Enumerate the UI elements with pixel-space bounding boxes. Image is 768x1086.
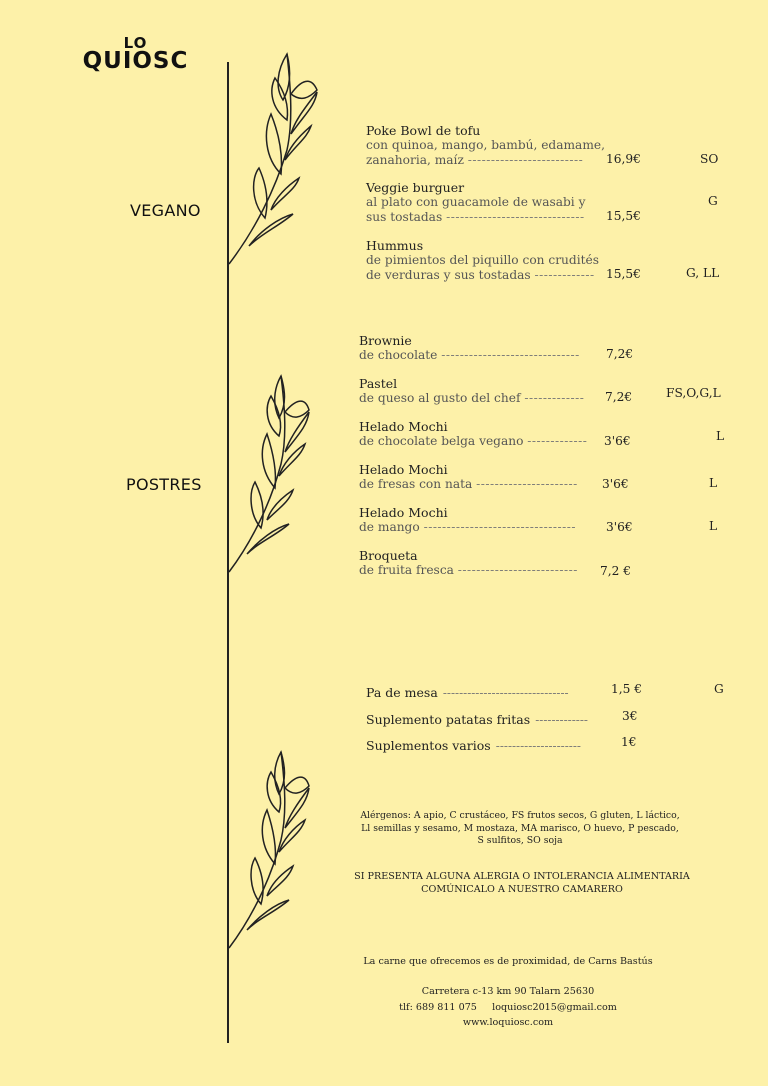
item-allergens: L [709, 476, 718, 490]
dot-leader: -------------------------- [457, 563, 578, 577]
dot-leader: ------------- [527, 434, 588, 448]
leaf-branch-icon [225, 50, 325, 270]
item-description: con quinoa, mango, bambú, edamame, [366, 138, 605, 152]
menu-item [359, 333, 580, 363]
item-allergens: G [708, 194, 718, 208]
dot-leader: ------------- [534, 267, 595, 282]
item-name: Hummus [366, 238, 424, 253]
extra-item [366, 735, 581, 754]
extra-item [366, 709, 588, 728]
dot-leader: ------------- [535, 713, 588, 727]
dot-leader: --------------------- [495, 739, 581, 753]
item-name: Suplemento patatas fritas [366, 712, 531, 727]
dot-leader: ---------------------- [476, 477, 578, 491]
item-price: 7,2€ [605, 390, 633, 404]
menu-item [366, 238, 599, 282]
item-description: zanahoria, maíz [366, 152, 464, 167]
item-name: Veggie burguer [366, 180, 465, 195]
item-allergens: L [709, 519, 718, 533]
menu-item [359, 462, 578, 492]
item-price: 7,2€ [606, 347, 634, 361]
item-price: 16,9€ [606, 152, 641, 166]
item-allergens: L [716, 429, 725, 443]
allergy-warning-line: COMÚNICALO A NUESTRO CAMARERO [421, 883, 623, 895]
dot-leader: ------------- [524, 391, 585, 405]
item-price: 3€ [622, 709, 638, 723]
item-allergens: G, LL [686, 266, 720, 280]
meat-origin-note: La carne que ofrecemos es de proximidad, de Carns Bastús [363, 956, 653, 967]
item-name: Helado Mochi [359, 462, 448, 477]
allergy-warning-line: SI PRESENTA ALGUNA ALERGIA O INTOLERANCIA ALIMENTARIA [354, 871, 690, 882]
item-description: de fresas con nata [359, 477, 473, 491]
section-title-vegano: VEGANO [130, 201, 201, 220]
item-description: de queso al gusto del chef [359, 391, 521, 405]
item-allergens: G [714, 682, 724, 696]
logo-top: LO [123, 34, 148, 52]
extra-item [366, 682, 569, 701]
allergen-legend [330, 810, 710, 848]
menu-item [359, 419, 587, 449]
item-description: al plato con guacamole de wasabi y [366, 195, 586, 209]
item-price: 15,5€ [606, 267, 641, 281]
item-name: Suplementos varios [366, 738, 491, 753]
dot-leader: ------------------------- [467, 152, 584, 167]
item-description: de verduras y sus tostadas [366, 267, 531, 282]
item-description: de fruita fresca [359, 563, 454, 577]
section-title-postres: POSTRES [126, 475, 202, 494]
phone: tlf: 689 811 075 [399, 1001, 477, 1013]
item-name: Broqueta [359, 548, 418, 563]
item-name: Brownie [359, 333, 412, 348]
item-price: 15,5€ [606, 209, 641, 223]
item-name: Pa de mesa [366, 685, 438, 700]
allergen-legend-line: Alérgenos: A apio, C crustáceo, FS frutos secos, G gluten, L láctico, [360, 810, 680, 821]
address: Carretera c-13 km 90 Talarn 25630 [421, 986, 595, 997]
dot-leader: ------------------------------- [442, 686, 569, 700]
menu-item [359, 376, 584, 406]
item-name: Helado Mochi [359, 505, 448, 520]
allergen-legend-line: Ll semillas y sesamo, M mostaza, MA marisco, O huevo, P pescado, [361, 822, 679, 834]
item-description: sus tostadas [366, 209, 443, 224]
dot-leader: ------------------------------ [441, 348, 580, 362]
item-description: de mango [359, 520, 420, 534]
contact-info [338, 984, 678, 1031]
dot-leader: --------------------------------- [423, 520, 576, 534]
item-description: de pimientos del piquillo con crudités [366, 253, 599, 267]
leaf-branch-icon [225, 372, 325, 577]
website-link[interactable]: www.loquiosc.com [462, 1017, 554, 1028]
dot-leader: ------------------------------ [446, 209, 585, 224]
leaf-branch-icon [225, 748, 325, 953]
menu-item [366, 123, 605, 167]
item-name: Pastel [359, 376, 398, 391]
item-price: 3'6€ [606, 520, 633, 534]
logo [78, 36, 193, 72]
item-price: 1€ [621, 735, 637, 749]
item-price: 7,2 € [600, 564, 632, 578]
menu-item [359, 548, 578, 578]
item-description: de chocolate [359, 348, 438, 362]
item-price: 1,5 € [611, 682, 643, 696]
item-price: 3'6€ [604, 434, 631, 448]
logo-bottom: QUIOSC [82, 48, 189, 74]
item-price: 3'6€ [602, 477, 629, 491]
email-link[interactable]: loquiosc2015@gmail.com [492, 1001, 617, 1013]
item-name: Poke Bowl de tofu [366, 123, 481, 138]
allergen-legend-line: S sulfitos, SO soja [477, 835, 563, 846]
item-name: Helado Mochi [359, 419, 448, 434]
allergy-warning [322, 871, 722, 896]
menu-item [366, 180, 585, 224]
menu-item [359, 505, 576, 535]
item-allergens: SO [700, 152, 719, 166]
item-allergens: FS,O,G,L [666, 386, 721, 400]
item-description: de chocolate belga vegano [359, 434, 524, 448]
